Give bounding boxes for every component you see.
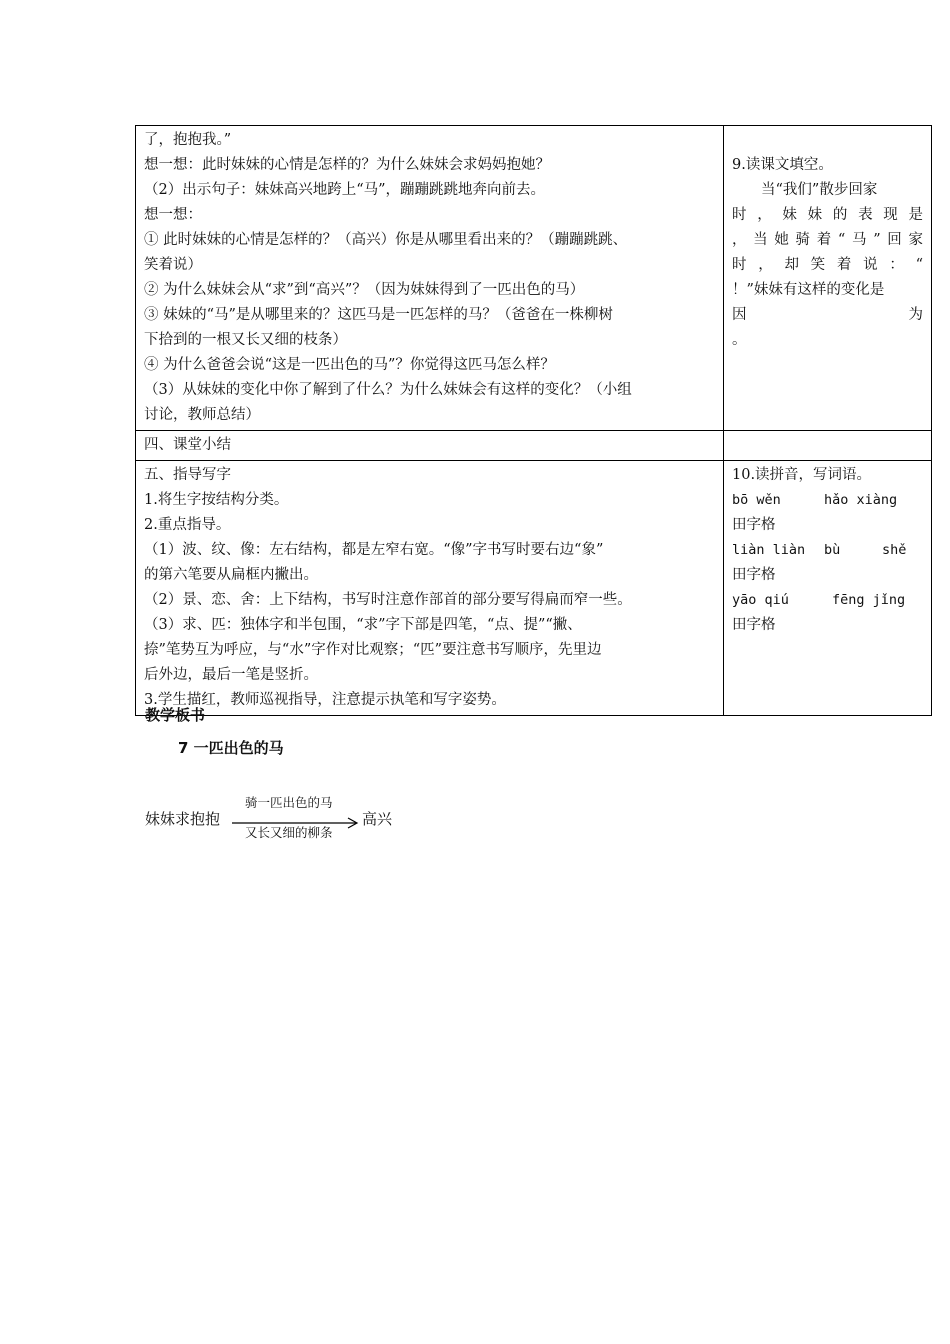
text-line: （3）从妹妹的变化中你了解到了什么？为什么妹妹会有这样的变化？（小组 — [144, 382, 632, 398]
text-line: ④ 为什么爸爸会说“这是一匹出色的马”？你觉得这匹马怎么样？ — [144, 357, 555, 373]
text-line: ② 为什么妹妹会从“求”到“高兴”？（因为妹妹得到了一匹出色的马） — [144, 282, 585, 298]
teaching-process-cell — [136, 126, 724, 431]
text-line: ③ 妹妹的“马”是从哪里来的？这匹马是一匹怎样的马？（爸爸在一株柳树 — [144, 307, 613, 323]
pinyin-word: yāo qiú — [732, 592, 789, 608]
exercise-cell — [724, 126, 932, 431]
exercise-title: 9.读课文填空。 — [732, 157, 833, 173]
lesson-table — [135, 125, 932, 716]
board-right-text: 高兴 — [362, 810, 393, 828]
text-line: 时 ， 却 笑 着 说 ： “ — [732, 257, 923, 273]
text-line: 后外边，最后一笔是竖折。 — [144, 667, 318, 683]
lesson-title: 7 一匹出色的马 — [178, 739, 284, 757]
text-line: 1.将生字按结构分类。 — [144, 492, 289, 508]
text-line: 2.重点指导。 — [144, 517, 231, 533]
text-line: ，当她骑着“马”回家 — [732, 232, 923, 248]
pinyin-exercise-cell — [724, 461, 932, 716]
section-title: 四、课堂小结 — [144, 437, 231, 453]
text-line: 想一想：此时妹妹的心情是怎样的？为什么妹妹会求妈妈抱她？ — [144, 157, 550, 173]
text-line: 笑着说） — [144, 257, 202, 273]
text-line: 讨论，教师总结） — [144, 407, 260, 423]
text-line: 。 — [732, 332, 747, 348]
pinyin-word: hǎo xiàng — [824, 492, 898, 508]
pinyin-word: bù — [824, 542, 841, 558]
pinyin-line — [732, 488, 923, 513]
summary-cell — [136, 431, 724, 461]
table-row — [136, 431, 932, 461]
text-line: （2）景、恋、舍：上下结构，书写时注意作部首的部分要写得扁而窄一些。 — [144, 592, 632, 608]
text-line: 想一想： — [144, 207, 202, 223]
writing-guide-cell — [136, 461, 724, 716]
text-line: 3.学生描红，教师巡视指导，注意提示执笔和写字姿势。 — [144, 692, 506, 708]
pinyin-line — [732, 538, 923, 563]
text-line: 下拾到的一根又长又细的枝条） — [144, 332, 347, 348]
pinyin-word: bō wěn — [732, 492, 781, 508]
empty-cell — [724, 431, 932, 461]
text-line: ！”妹妹有这样的变化是 — [732, 282, 885, 298]
table-row — [136, 126, 932, 431]
pinyin-word: fēng jǐng — [832, 592, 906, 608]
writing-grid-label: 田字格 — [732, 517, 776, 533]
pinyin-line — [732, 588, 923, 613]
spacer — [732, 128, 923, 153]
section-title: 五、指导写字 — [144, 467, 231, 483]
text-line: （1）波、纹、像：左右结构，都是左窄右宽。“像”字书写时要右边“象” — [144, 542, 604, 558]
exercise-title: 10.读拼音，写词语。 — [732, 467, 872, 483]
writing-grid-label: 田字格 — [732, 617, 776, 633]
board-heading: 教学板书 — [145, 706, 206, 724]
board-arrow-top-text: 骑一匹出色的马 — [245, 795, 333, 810]
table-row — [136, 461, 932, 716]
board-left-text: 妹妹求抱抱 — [145, 810, 221, 828]
pinyin-word: shě — [882, 542, 907, 558]
text-line: 了，抱抱我。” — [144, 132, 232, 148]
text-line: 时 ， 妹 妹 的 表 现 是 — [732, 207, 923, 223]
text-line: 当“我们”散步回家 — [761, 182, 878, 198]
text-line: 捺”笔势互为呼应，与“水”字作对比观察；“匹”要注意书写顺序，先里边 — [144, 642, 602, 658]
pinyin-word: liàn liàn — [732, 542, 806, 558]
text-line: （2）出示句子：妹妹高兴地跨上“马”，蹦蹦跳跳地奔向前去。 — [144, 182, 546, 198]
writing-grid-label: 田字格 — [732, 567, 776, 583]
text-line: 的第六笔要从扁框内撇出。 — [144, 567, 318, 583]
text-line: ① 此时妹妹的心情是怎样的？（高兴）你是从哪里看出来的？（蹦蹦跳跳、 — [144, 232, 628, 248]
text-line: （3）求、匹：独体字和半包围，“求”字下部是四笔，“点、提”“撇、 — [144, 617, 582, 633]
text-line: 因 为 — [732, 307, 923, 323]
board-arrow-bottom-text: 又长又细的柳条 — [245, 825, 333, 840]
